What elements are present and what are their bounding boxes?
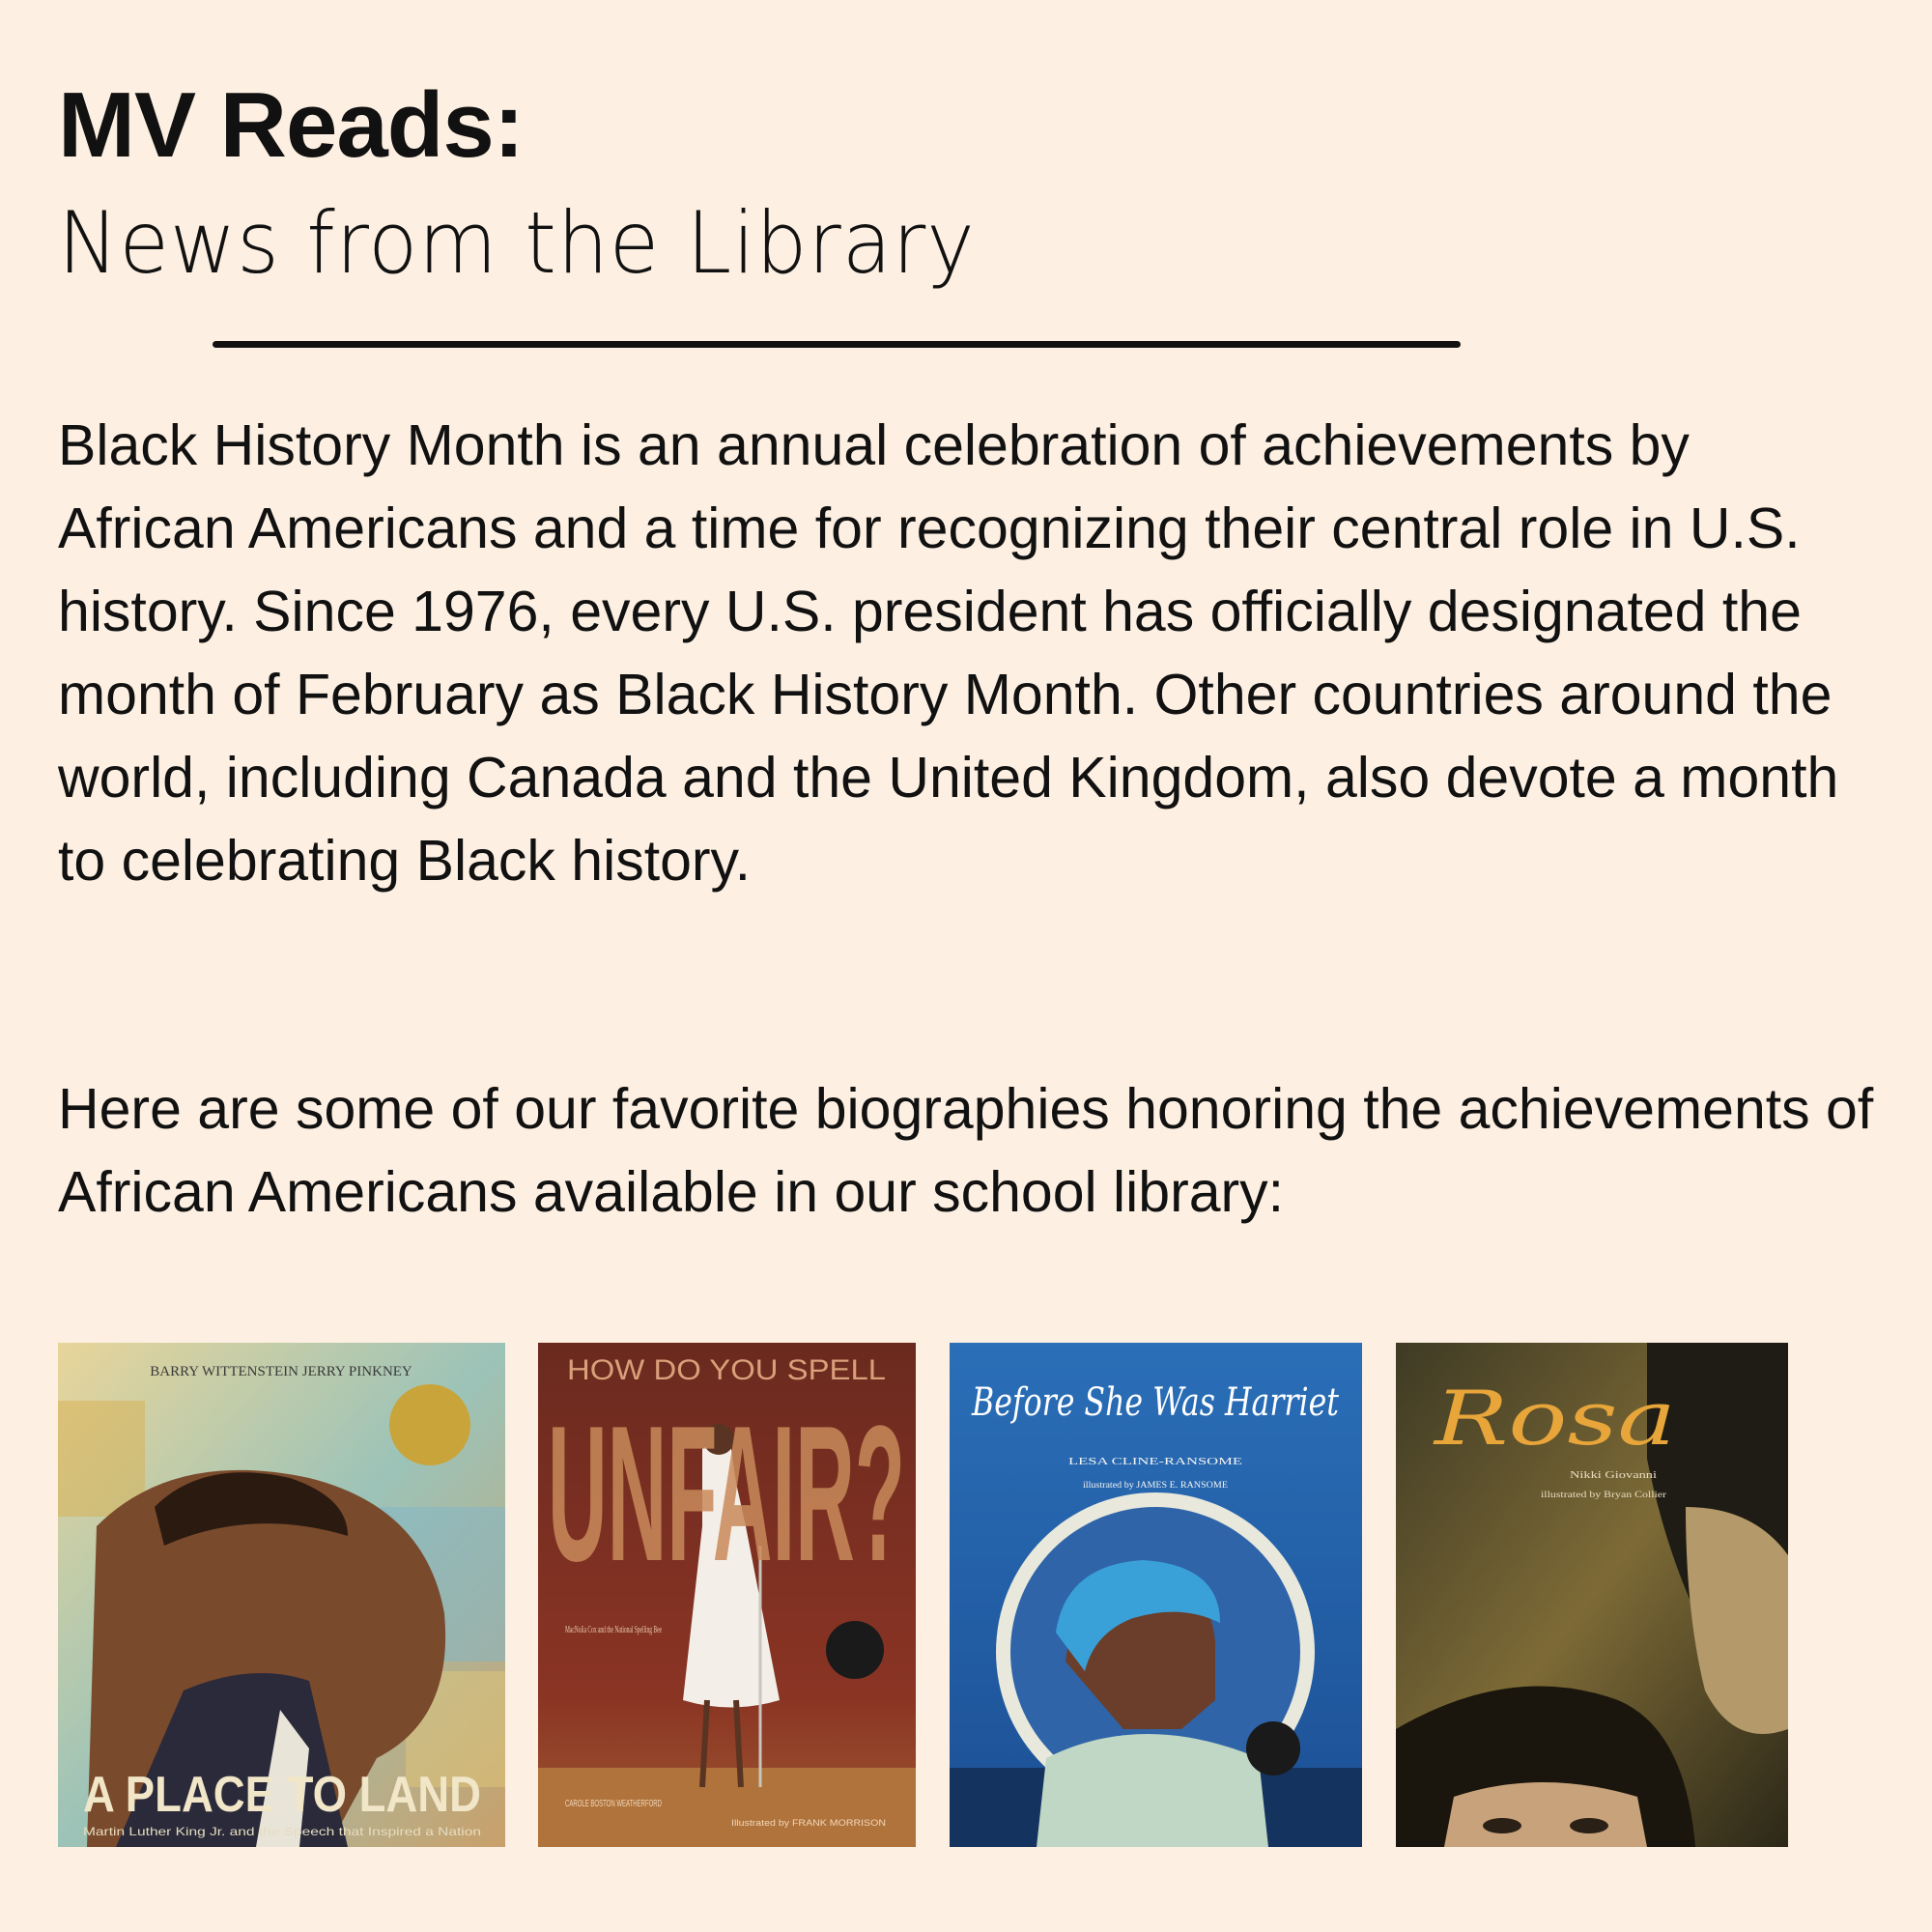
books-intro-paragraph: Here are some of our favorite biographies honoring the achievements of African Americans available in our school library:	[58, 1077, 1874, 1224]
book-title-top: HOW DO YOU SPELL	[567, 1354, 886, 1386]
book-author: Nikki Giovanni	[1570, 1469, 1657, 1481]
page-subtitle: News from the Library	[58, 193, 976, 293]
book-subtitle: MacNolia Cox and the National Spelling Bee	[565, 1625, 663, 1635]
book-cover-before-she-was-harriet[interactable]	[950, 1343, 1362, 1847]
book-author: LESA CLINE-RANSOME	[1068, 1456, 1243, 1467]
title-divider	[213, 341, 1461, 348]
book-cover-text	[950, 1343, 1362, 1847]
book-cover-text	[538, 1343, 916, 1847]
book-title: UNFAIR?	[548, 1386, 905, 1602]
book-title: Before She Was Harriet	[971, 1380, 1340, 1425]
book-cover-text	[58, 1343, 505, 1847]
page-title: MV Reads:	[58, 73, 524, 177]
book-cover-rosa[interactable]	[1396, 1343, 1788, 1847]
book-author: CAROLE BOSTON WEATHERFORD	[565, 1799, 662, 1809]
book-cover-text	[1396, 1343, 1788, 1847]
book-title: A PLACE TO LAND	[83, 1767, 481, 1823]
book-illustrator: illustrated by JAMES E. RANSOME	[1083, 1480, 1229, 1490]
book-subtitle: Martin Luther King Jr. and the Speech that Inspired a Nation	[83, 1825, 481, 1838]
book-authors: BARRY WITTENSTEIN JERRY PINKNEY	[150, 1364, 412, 1379]
book-cover-a-place-to-land[interactable]	[58, 1343, 505, 1847]
intro-paragraph: Black History Month is an annual celebration of achievements by African Americans and a time for recognizing their central role in U.S. history. Since 1976, every U.S. president has officially designated the month of February as Black History Month. Other countries around the world, including Canada and the United Kingdom, also devote a month to celebrating Black history.	[58, 413, 1839, 893]
book-illustrator: Illustrated by FRANK MORRISON	[731, 1818, 886, 1828]
book-illustrator: illustrated by Bryan Collier	[1541, 1490, 1667, 1499]
book-title: Rosa	[1432, 1376, 1676, 1463]
book-cover-how-do-you-spell-unfair[interactable]	[538, 1343, 916, 1847]
